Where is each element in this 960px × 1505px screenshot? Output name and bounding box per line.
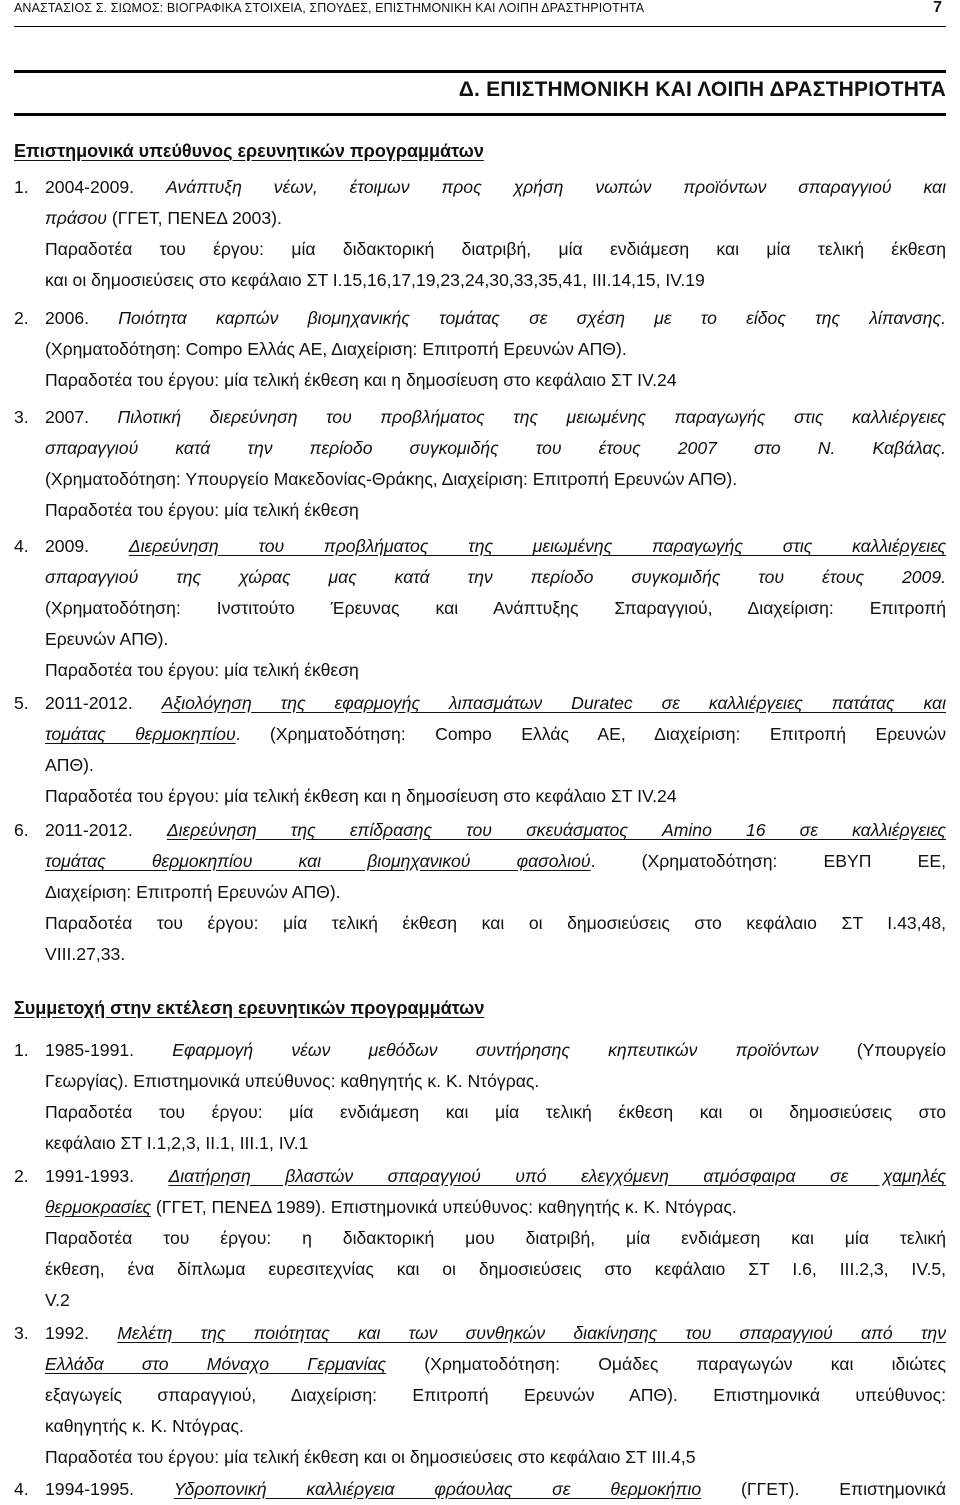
entry-line <box>14 1035 946 1066</box>
entry-line <box>45 719 946 750</box>
entry-line: ΑΠΘ). <box>45 755 94 775</box>
project-title: Μελέτη της ποιότητας και των συνθηκών διακίνησης του σπαραγγιού από την <box>117 1323 946 1343</box>
entry-line: (Χρηματοδότηση: Ινστιτούτο Έρευνας και Ανάπτυξης Σπαραγγιού, Διαχείριση: Επιτροπή <box>45 598 946 618</box>
entry-number: 2. <box>14 308 29 328</box>
project-title: Πιλοτική διερεύνηση του προβλήματος της μειωμένης παραγωγής στις καλλιέργειες <box>117 407 946 427</box>
entry-line: Παραδοτέα του έργου: μία ενδιάμεση και μία τελική έκθεση και οι δημοσιεύσεις στο <box>45 1102 946 1122</box>
entry-year: 2011-2012. <box>45 820 167 840</box>
entry-year: 2004-2009. <box>45 177 166 197</box>
project-title: Διερεύνηση της επίδρασης του σκευάσματος Amino 16 σε καλλιέργειες <box>166 820 946 840</box>
project-title: Εφαρμογή νέων μεθόδων συντήρησης κηπευτικών προϊόντων <box>172 1040 819 1060</box>
entry-line <box>14 1474 946 1505</box>
running-title: ΑΝΑΣΤΑΣΙΟΣ Σ. ΣΙΩΜΟΣ: ΒΙΟΓΡΑΦΙΚΑ ΣΤΟΙΧΕΙΑ, ΣΠΟΥΔΕΣ, ΕΠΙΣΤΗΜΟΝΙΚΗ ΚΑΙ ΛΟΙΠΗ ΔΡΑΣΤΗΡΙΟΤΗΤΑ <box>14 1 645 15</box>
entry-year: 1991-1993. <box>45 1166 169 1186</box>
entry-line: καθηγητής κ. Κ. Ντόγρας. <box>45 1416 244 1436</box>
entry-line <box>14 688 946 719</box>
entry-year: 2007. <box>45 407 118 427</box>
entry-line <box>14 303 946 334</box>
entry-text: (Χρηματοδότηση: Ομάδες παραγωγών και ιδιώτες <box>386 1354 946 1374</box>
page-number: 7 <box>933 0 942 16</box>
entry-line: V.2 <box>45 1290 70 1310</box>
entry-number: 4. <box>14 536 29 556</box>
entry-number: 5. <box>14 693 29 713</box>
entry-text: (Υπουργείο <box>818 1040 947 1060</box>
project-title: τομάτας θερμοκηπίου <box>45 724 236 744</box>
section-title-bar <box>14 70 946 116</box>
entry-number: 4. <box>14 1479 29 1499</box>
entry-line <box>14 531 946 562</box>
entry-line: κεφάλαιο ΣΤ Ι.1,2,3, ΙΙ.1, ΙΙΙ.1, ΙV.1 <box>45 1133 309 1153</box>
project-title: Ανάπτυξη νέων, έτοιμων προς χρήση νωπών προϊόντων σπαραγγιού και <box>165 177 946 197</box>
heading-scientific-supervisor: Επιστημονικά υπεύθυνος ερευνητικών προγραμμάτων <box>14 141 484 161</box>
entry-line: Παραδοτέα του έργου: μία τελική έκθεση και η δημοσίευση στο κεφάλαιο ΣΤ ΙV.24 <box>45 786 677 806</box>
entry-text: (ΓΓΕΤ, ΠΕΝΕΔ 1989). Επιστημονικά υπεύθυνος: καθηγητής κ. Κ. Ντόγρας. <box>151 1197 737 1217</box>
entry-year: 2006. <box>45 308 119 328</box>
section-title: Δ. ΕΠΙΣΤΗΜΟΝΙΚΗ ΚΑΙ ΛΟΙΠΗ ΔΡΑΣΤΗΡΙΟΤΗΤΑ <box>458 78 946 101</box>
entry-line: Παραδοτέα του έργου: η διδακτορική μου διατριβή, μία ενδιάμεση και μία τελική <box>45 1228 946 1248</box>
entry-line: έκθεση, ένα δίπλωμα ευρεσιτεχνίας και οι δημοσιεύσεις στο κεφάλαιο ΣΤ Ι.6, ΙΙΙ.2,3, ΙV.5, <box>45 1259 946 1279</box>
entry-text: . (Χρηματοδότηση: Compo Ελλάς ΑΕ, Διαχείριση: Επιτροπή Ερευνών <box>235 724 947 744</box>
project-title: θερμοκρασίες <box>45 1197 152 1217</box>
entry-number: 3. <box>14 1323 29 1343</box>
entry-year: 2009. <box>45 536 129 556</box>
entry-line: σπαραγγιού της χώρας μας κατά την περίοδο συγκομιδής του έτους 2009. <box>45 567 946 587</box>
entry-line: VIII.27,33. <box>45 944 126 964</box>
entry-line: Παραδοτέα του έργου: μία τελική έκθεση <box>45 660 359 680</box>
entry-line: (Χρηματοδότηση: Υπουργείο Μακεδονίας-Θράκης, Διαχείριση: Επιτροπή Ερευνών ΑΠΘ). <box>45 469 738 489</box>
entry-number: 1. <box>14 1040 29 1060</box>
entry-text: (ΓΓΕΤ). Επιστημονικά <box>701 1479 946 1499</box>
entry-year: 1992. <box>45 1323 118 1343</box>
entry-line: σπαραγγιού κατά την περίοδο συγκομιδής του έτους 2007 στο Ν. Καβάλας. <box>45 438 946 458</box>
entry-line: Παραδοτέα του έργου: μία τελική έκθεση <box>45 500 359 520</box>
entry-number: 3. <box>14 407 29 427</box>
entry-line <box>14 402 946 433</box>
entry-line: Παραδοτέα του έργου: μία τελική έκθεση και οι δημοσιεύσεις στο κεφάλαιο ΣΤ Ι.43,48, <box>45 913 946 933</box>
entry-line <box>45 1349 946 1380</box>
project-title: Ελλάδα στο Μόναχο Γερμανίας <box>45 1354 387 1374</box>
entry-line <box>14 815 946 846</box>
entry-line: Γεωργίας). Επιστημονικά υπεύθυνος: καθηγητής κ. Κ. Ντόγρας. <box>45 1071 540 1091</box>
entry-text: . (Χρηματοδότηση: ΕΒΥΠ ΕΕ, <box>590 851 946 871</box>
entry-line: Παραδοτέα του έργου: μία τελική έκθεση και οι δημοσιεύσεις στο κεφάλαιο ΣΤ ΙΙΙ.4,5 <box>45 1447 696 1467</box>
project-title: πράσου <box>45 208 107 228</box>
entry-text: (ΓΓΕΤ, ΠΕΝΕΔ 2003). <box>106 208 282 228</box>
entry-year: 1985-1991. <box>45 1040 173 1060</box>
project-title: Υδροπονική καλλιέργεια φράουλας σε θερμοκήπιο <box>173 1479 702 1499</box>
entry-line <box>14 1161 946 1192</box>
entry-line <box>45 1192 946 1223</box>
entry-line <box>45 203 946 234</box>
entry-line: Παραδοτέα του έργου: μία διδακτορική διατριβή, μία ενδιάμεση και μία τελική έκθεση <box>45 239 946 259</box>
entry-line: Ερευνών ΑΠΘ). <box>45 629 169 649</box>
entry-line: Παραδοτέα του έργου: μία τελική έκθεση και η δημοσίευση στο κεφάλαιο ΣΤ ΙV.24 <box>45 370 677 390</box>
entry-line: και οι δημοσιεύσεις στο κεφάλαιο ΣΤ Ι.15,16,17,19,23,24,30,33,35,41, ΙΙΙ.14,15, ΙV.19 <box>45 270 705 290</box>
project-title: τομάτας θερμοκηπίου και βιομηχανικού φασολιού <box>45 851 591 871</box>
running-header <box>14 0 946 27</box>
project-title: Διατήρηση βλαστών σπαραγγιού υπό ελεγχόμενη ατμόσφαιρα σε χαμηλές <box>168 1166 946 1186</box>
entry-number: 6. <box>14 820 29 840</box>
entry-line: Διαχείριση: Επιτροπή Ερευνών ΑΠΘ). <box>45 882 341 902</box>
entry-number: 2. <box>14 1166 29 1186</box>
project-title: Αξιολόγηση της εφαρμογής λιπασμάτων Duratec σε καλλιέργειες πατάτας και <box>161 693 946 713</box>
project-title: Διερεύνηση του προβλήματος της μειωμένης παραγωγής στις καλλιέργειες <box>128 536 947 556</box>
entry-line <box>14 1318 946 1349</box>
entry-number: 1. <box>14 177 29 197</box>
entry-line: εξαγωγείς σπαραγγιού, Διαχείριση: Επιτροπή Ερευνών ΑΠΘ). Επιστημονικά υπεύθυνος: <box>45 1385 946 1405</box>
entry-line: (Χρηματοδότηση: Compo Ελλάς ΑΕ, Διαχείριση: Επιτροπή Ερευνών ΑΠΘ). <box>45 339 627 359</box>
entry-year: 2011-2012. <box>45 693 162 713</box>
entry-line <box>14 172 946 203</box>
entry-year: 1994-1995. <box>45 1479 174 1499</box>
entry-line <box>45 846 946 877</box>
heading-participation: Συμμετοχή στην εκτέλεση ερευνητικών προγραμμάτων <box>14 998 485 1018</box>
project-title: Ποιότητα καρπών βιομηχανικής τομάτας σε σχέση με το είδος της λίπανσης. <box>118 308 947 328</box>
